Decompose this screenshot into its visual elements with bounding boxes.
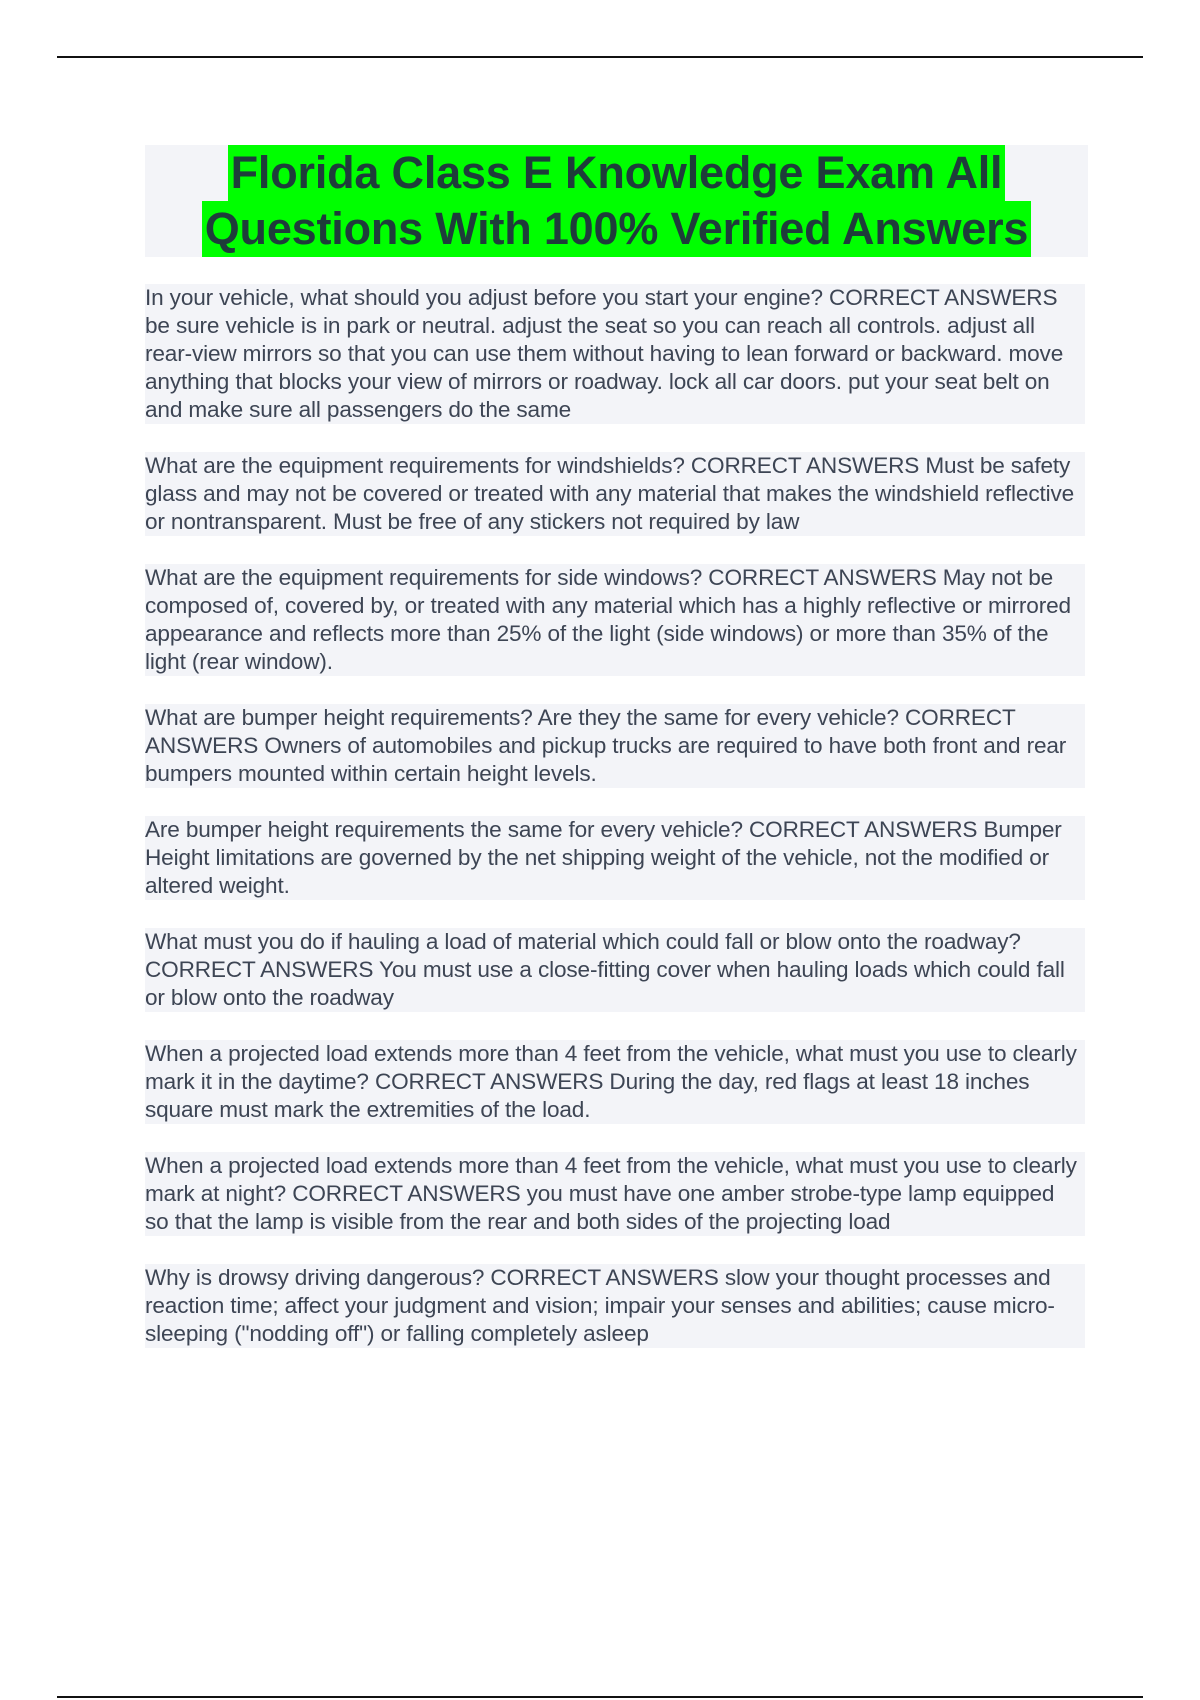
qa-item: What must you do if hauling a load of material which could fall or blow onto the roadway? CORRECT ANSWERS You must use a close-fitting cover when hauling loads which could fall or blow onto the roadway: [145, 928, 1085, 1012]
qa-item: What are the equipment requirements for side windows? CORRECT ANSWERS May not be composed of, covered by, or treated with any material which has a highly reflective or mirrored appearance and reflects more than 25% of the light (side windows) or more than 35% of the light (rear window).: [145, 564, 1085, 676]
qa-item: What are bumper height requirements? Are they the same for every vehicle? CORRECT ANSWERS Owners of automobiles and pickup trucks are required to have both front and rear bumpers mounted within certain height levels.: [145, 704, 1085, 788]
qa-item: Are bumper height requirements the same for every vehicle? CORRECT ANSWERS Bumper Height limitations are governed by the net shipping weight of the vehicle, not the modified or altered weight.: [145, 816, 1085, 900]
qa-item: When a projected load extends more than 4 feet from the vehicle, what must you use to clearly mark it in the daytime? CORRECT ANSWERS During the day, red flags at least 18 inches square must mark the extremities of the load.: [145, 1040, 1085, 1124]
top-rule: [57, 56, 1143, 58]
title-line-1: Florida Class E Knowledge Exam All: [228, 145, 1006, 201]
document-title: [145, 145, 1088, 257]
qa-item: When a projected load extends more than 4 feet from the vehicle, what must you use to clearly mark at night? CORRECT ANSWERS you must have one amber strobe-type lamp equipped so that the lamp is visible from the rear and both sides of the projecting load: [145, 1152, 1085, 1236]
qa-item: Why is drowsy driving dangerous? CORRECT ANSWERS slow your thought processes and reaction time; affect your judgment and vision; impair your senses and abilities; cause micro-sleeping ("nodding off") or falling completely asleep: [145, 1264, 1085, 1348]
bottom-rule: [57, 1696, 1143, 1698]
qa-item: What are the equipment requirements for windshields? CORRECT ANSWERS Must be safety glass and may not be covered or treated with any material that makes the windshield reflective or nontransparent. Must be free of any stickers not required by law: [145, 452, 1085, 536]
title-line-2: Questions With 100% Verified Answers: [202, 201, 1031, 257]
question-answer-list: [145, 284, 1085, 1376]
qa-item: In your vehicle, what should you adjust before you start your engine? CORRECT ANSWERS be sure vehicle is in park or neutral. adjust the seat so you can reach all controls. adjust all rear-view mirrors so that you can use them without having to lean forward or backward. move anything that blocks your view of mirrors or roadway. lock all car doors. put your seat belt on and make sure all passengers do the same: [145, 284, 1085, 424]
